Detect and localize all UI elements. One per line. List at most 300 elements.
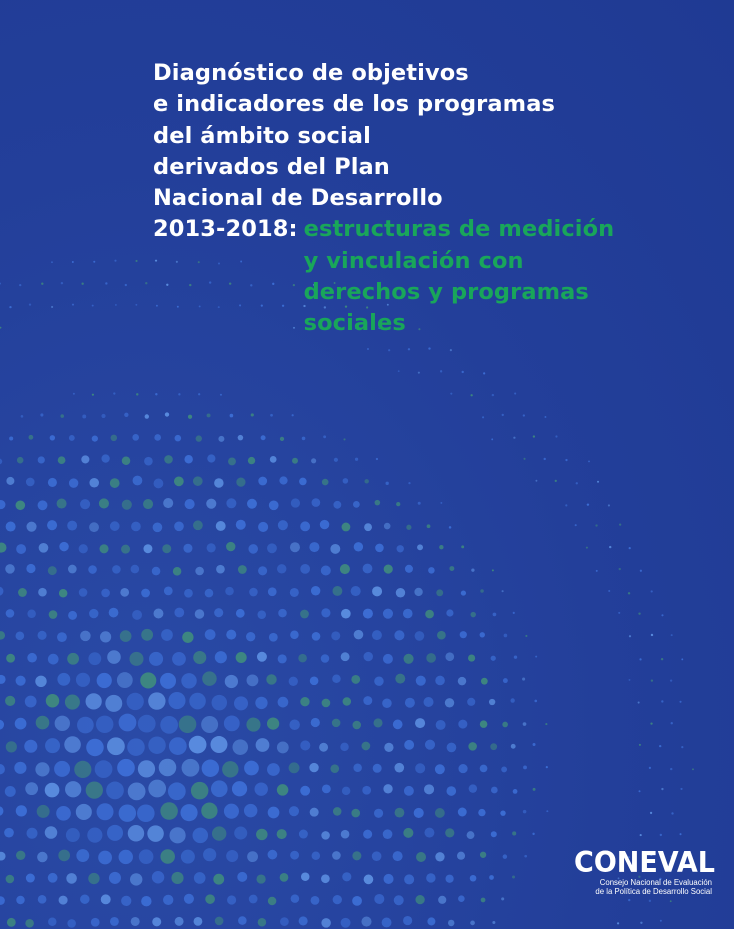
pattern-dot (504, 634, 508, 638)
pattern-dot (48, 873, 58, 883)
pattern-dot (236, 609, 245, 618)
pattern-dot (184, 589, 193, 598)
pattern-dot (470, 921, 475, 926)
pattern-dot (415, 763, 425, 773)
pattern-dot (502, 590, 504, 592)
pattern-dot (470, 612, 475, 617)
pattern-dot (503, 678, 508, 683)
pattern-dot (0, 675, 6, 684)
pattern-dot (300, 564, 310, 574)
pattern-dot (312, 498, 321, 507)
pattern-dot (468, 742, 477, 751)
pattern-dot (64, 736, 81, 753)
pattern-dot (290, 588, 299, 597)
pattern-dot (154, 434, 161, 441)
pattern-dot (215, 917, 224, 926)
pattern-dot (373, 718, 382, 727)
pattern-dot (395, 808, 405, 818)
pattern-dot (145, 414, 149, 418)
pattern-dot (216, 565, 225, 574)
pattern-dot (445, 875, 453, 883)
pattern-dot (388, 349, 390, 351)
pattern-dot (37, 805, 50, 818)
pattern-dot (174, 608, 184, 618)
pattern-dot (629, 635, 631, 637)
pattern-dot (458, 677, 466, 685)
pattern-dot (373, 764, 382, 773)
pattern-dot (523, 765, 527, 769)
pattern-dot (193, 520, 203, 530)
pattern-dot (446, 786, 456, 796)
pattern-dot (423, 697, 433, 707)
pattern-dot (375, 500, 381, 506)
pattern-dot (26, 564, 35, 573)
pattern-dot (212, 826, 226, 840)
pattern-dot (168, 782, 186, 800)
pattern-dot (132, 610, 142, 620)
pattern-dot (334, 458, 338, 462)
pattern-dot (257, 610, 266, 619)
pattern-dot (382, 699, 392, 709)
pattern-dot (364, 523, 372, 531)
pattern-dot (617, 922, 619, 924)
pattern-dot (425, 610, 434, 619)
pattern-dot (483, 372, 485, 374)
pattern-dot (439, 545, 443, 549)
pattern-dot (501, 897, 504, 900)
pattern-dot (184, 894, 194, 904)
pattern-dot (341, 609, 351, 619)
pattern-dot (112, 565, 121, 574)
pattern-dot (341, 830, 350, 839)
pattern-dot (435, 852, 444, 861)
pattern-dot (0, 459, 2, 465)
pattern-dot (491, 656, 496, 661)
pattern-dot (202, 760, 219, 777)
pattern-dot (164, 587, 173, 596)
pattern-dot (332, 675, 341, 684)
pattern-dot (36, 716, 50, 730)
pattern-dot (291, 498, 300, 507)
pattern-dot (340, 743, 349, 752)
pattern-dot (48, 566, 57, 575)
pattern-dot (382, 918, 392, 928)
pattern-dot (89, 609, 98, 618)
pattern-dot (81, 455, 89, 463)
pattern-dot (491, 831, 497, 837)
pattern-dot (169, 737, 187, 755)
pattern-dot (48, 654, 59, 665)
coneval-wordmark: CONEVAL (574, 846, 715, 880)
pattern-dot (207, 454, 215, 462)
pattern-dot (194, 917, 203, 926)
pattern-dot (513, 437, 515, 439)
pattern-dot (471, 568, 474, 571)
pattern-dot (300, 610, 309, 619)
pattern-dot (225, 587, 234, 596)
pattern-dot (311, 718, 320, 727)
pattern-dot (234, 696, 248, 710)
pattern-dot (27, 653, 37, 663)
pattern-dot (9, 306, 11, 308)
pattern-dot (95, 760, 113, 778)
pattern-dot (512, 876, 515, 879)
pattern-dot (26, 522, 36, 532)
pattern-dot (372, 586, 382, 596)
pattern-dot (65, 695, 80, 710)
pattern-dot (0, 720, 4, 730)
pattern-dot (292, 414, 294, 416)
pattern-dot (436, 589, 443, 596)
pattern-dot (514, 392, 516, 394)
pattern-dot (458, 808, 467, 817)
pattern-dot (25, 919, 34, 928)
pattern-dot (249, 588, 258, 597)
pattern-dot (491, 787, 498, 794)
pattern-dot (383, 829, 393, 839)
pattern-dot (38, 500, 48, 510)
pattern-dot (363, 696, 372, 705)
pattern-dot (0, 852, 6, 861)
pattern-dot (534, 700, 537, 703)
pattern-dot (649, 900, 651, 902)
pattern-dot (435, 676, 445, 686)
pattern-dot (131, 522, 141, 532)
pattern-dot (148, 780, 166, 798)
pattern-dot (502, 414, 504, 416)
pattern-dot (493, 613, 497, 617)
title-line-5: Nacional de Desarrollo (153, 185, 443, 212)
pattern-dot (532, 833, 534, 835)
pattern-dot (121, 896, 131, 906)
pattern-dot (131, 917, 140, 926)
pattern-dot (436, 720, 446, 730)
pattern-dot (194, 872, 206, 884)
pattern-dot (101, 414, 105, 418)
pattern-dot (59, 896, 68, 905)
pattern-dot (480, 589, 484, 593)
pattern-dot (162, 544, 171, 553)
pattern-dot (408, 482, 410, 484)
pattern-dot (45, 738, 60, 753)
pattern-dot (640, 834, 642, 836)
pattern-dot (651, 679, 653, 681)
pattern-dot (513, 789, 518, 794)
pattern-dot (98, 851, 112, 865)
pattern-dot (300, 786, 310, 796)
pattern-dot (398, 370, 400, 372)
pattern-dot (160, 849, 175, 864)
pattern-dot (489, 699, 495, 705)
pattern-dot (137, 804, 155, 822)
pattern-dot (38, 456, 45, 463)
pattern-dot (246, 718, 260, 732)
pattern-dot (289, 806, 299, 816)
pattern-dot (659, 745, 661, 747)
pattern-dot (4, 828, 14, 838)
pattern-dot (322, 699, 331, 708)
pattern-dot (372, 630, 382, 640)
pattern-dot (649, 767, 651, 769)
pattern-dot (384, 523, 391, 530)
pattern-dot (65, 781, 81, 797)
pattern-dot (67, 653, 79, 665)
pattern-dot (376, 458, 378, 460)
pattern-dot (107, 650, 121, 664)
pattern-dot (478, 809, 485, 816)
pattern-dot (5, 696, 15, 706)
pattern-dot (343, 697, 352, 706)
pattern-dot (280, 873, 289, 882)
subtitle-line-2: y vinculación con (303, 247, 524, 274)
pattern-dot (107, 737, 125, 755)
pattern-dot (72, 304, 74, 306)
pattern-dot (396, 588, 405, 597)
pattern-dot (160, 716, 178, 734)
pattern-dot (202, 671, 217, 686)
pattern-dot (427, 917, 435, 925)
pattern-dot (362, 742, 371, 751)
pattern-dot (448, 920, 454, 926)
pattern-dot (660, 834, 662, 836)
pattern-dot (267, 543, 277, 553)
pattern-dot (383, 609, 393, 619)
pattern-dot (16, 896, 25, 905)
pattern-dot (394, 763, 404, 773)
pattern-dot (435, 808, 445, 818)
pattern-dot (45, 826, 58, 839)
pattern-dot (661, 788, 663, 790)
pattern-dot (55, 716, 70, 731)
pattern-dot (133, 476, 143, 486)
pattern-dot (89, 478, 99, 488)
pattern-dot (639, 744, 641, 746)
pattern-dot (372, 851, 382, 861)
pattern-dot (523, 810, 527, 814)
pattern-dot (39, 543, 49, 553)
pattern-dot (523, 458, 525, 460)
pattern-dot (86, 739, 104, 757)
pattern-dot (69, 478, 78, 487)
pattern-dot (681, 658, 683, 660)
pattern-dot (367, 348, 369, 350)
pattern-dot (535, 656, 537, 658)
pattern-dot (403, 609, 413, 619)
pattern-dot (544, 416, 546, 418)
pattern-dot (302, 437, 306, 441)
pattern-dot (374, 809, 383, 818)
pattern-dot (322, 479, 329, 486)
pattern-dot (201, 803, 217, 819)
pattern-dot (404, 874, 414, 884)
pattern-dot (211, 780, 228, 797)
pattern-dot (66, 828, 80, 842)
pattern-dot (19, 284, 21, 286)
pattern-dot (671, 812, 673, 814)
pattern-dot (81, 283, 83, 285)
pattern-dot (440, 502, 442, 504)
pattern-dot (68, 565, 77, 574)
pattern-dot (16, 631, 25, 640)
pattern-dot (160, 802, 178, 820)
pattern-dot (129, 652, 143, 666)
pattern-dot (258, 522, 268, 532)
pattern-dot (546, 766, 548, 768)
pattern-dot (182, 759, 200, 777)
pattern-dot (257, 652, 267, 662)
pattern-dot (141, 629, 153, 641)
pattern-dot (195, 609, 205, 619)
pattern-dot (97, 803, 114, 820)
pattern-dot (248, 457, 255, 464)
pattern-dot (143, 544, 152, 553)
pattern-dot (445, 652, 454, 661)
pattern-dot (236, 478, 245, 487)
pattern-dot (565, 459, 567, 461)
pattern-dot (426, 873, 435, 882)
pattern-dot (149, 652, 163, 666)
pattern-dot (163, 895, 173, 905)
pattern-dot (236, 520, 246, 530)
pattern-dot (139, 849, 154, 864)
pattern-dot (415, 631, 425, 641)
pattern-dot (16, 500, 26, 510)
pattern-dot (131, 565, 140, 574)
pattern-dot (408, 348, 410, 350)
pattern-dot (428, 347, 430, 349)
pattern-dot (467, 698, 475, 706)
pattern-dot (172, 652, 186, 666)
pattern-dot (310, 808, 319, 817)
pattern-dot (0, 327, 1, 329)
report-title (153, 58, 673, 340)
pattern-dot (395, 674, 405, 684)
pattern-dot (47, 520, 57, 530)
pattern-dot (299, 916, 308, 925)
pattern-dot (670, 768, 672, 770)
pattern-dot (384, 565, 393, 574)
pattern-dot (300, 697, 309, 706)
pattern-dot (424, 828, 434, 838)
pattern-dot (249, 895, 258, 904)
pattern-dot (544, 458, 546, 460)
pattern-dot (480, 852, 486, 858)
pattern-dot (397, 545, 404, 552)
pattern-dot (214, 478, 223, 487)
pattern-dot (51, 306, 53, 308)
pattern-dot (280, 437, 284, 441)
pattern-dot (174, 521, 184, 531)
pattern-dot (414, 588, 422, 596)
pattern-dot (639, 658, 641, 660)
pattern-dot (244, 804, 257, 817)
pattern-dot (300, 521, 310, 531)
pattern-dot (56, 806, 71, 821)
pattern-dot (224, 804, 239, 819)
pattern-dot (289, 762, 300, 773)
pattern-dot (460, 631, 467, 638)
pattern-dot (445, 828, 454, 837)
pattern-dot (269, 633, 278, 642)
pattern-dot (140, 672, 156, 688)
pattern-dot (179, 715, 197, 733)
pattern-dot (258, 918, 267, 927)
pattern-dot (57, 673, 70, 686)
pattern-dot (120, 588, 129, 597)
pattern-dot (671, 722, 673, 724)
pattern-dot (321, 918, 331, 928)
pattern-dot (480, 765, 488, 773)
pattern-dot (415, 895, 424, 904)
pattern-dot (261, 435, 266, 440)
pattern-dot (449, 526, 452, 529)
pattern-dot (404, 740, 414, 750)
pattern-dot (290, 851, 299, 860)
pattern-dot (330, 764, 339, 773)
pattern-dot (230, 414, 234, 418)
pattern-dot (394, 630, 404, 640)
pattern-dot (278, 697, 289, 708)
pattern-dot (0, 543, 6, 553)
pattern-dot (99, 498, 109, 508)
pattern-dot (277, 784, 289, 796)
pattern-dot (66, 873, 77, 884)
pattern-dot (638, 612, 640, 614)
pattern-dot (268, 897, 277, 906)
pattern-dot (417, 544, 423, 550)
pattern-dot (60, 414, 64, 418)
pattern-dot (88, 652, 101, 665)
pattern-dot (205, 894, 215, 904)
pattern-dot (46, 694, 59, 707)
pattern-dot (393, 851, 403, 861)
pattern-dot (16, 544, 26, 554)
pattern-dot (333, 807, 342, 816)
pattern-dot (100, 631, 111, 642)
pattern-dot (418, 372, 420, 374)
pattern-dot (661, 614, 663, 616)
pattern-dot (353, 501, 360, 508)
pattern-dot (87, 828, 102, 843)
subtitle-line-1: estructuras de medición (303, 216, 615, 243)
pattern-dot (251, 413, 254, 416)
pattern-dot (353, 764, 362, 773)
pattern-dot (290, 542, 300, 552)
pattern-dot (135, 304, 137, 306)
pattern-dot (467, 831, 475, 839)
pattern-dot (608, 590, 610, 592)
pattern-dot (438, 896, 446, 904)
pattern-dot (361, 917, 371, 927)
pattern-dot (76, 849, 89, 862)
pattern-dot (403, 916, 412, 925)
pattern-dot (138, 760, 155, 777)
pattern-dot (173, 567, 182, 576)
pattern-dot (16, 676, 26, 686)
pattern-dot (6, 609, 15, 618)
pattern-dot (500, 810, 505, 815)
pattern-dot (191, 782, 209, 800)
pattern-dot (414, 808, 424, 818)
pattern-dot (41, 283, 43, 285)
pattern-dot (25, 696, 37, 708)
pattern-dot (522, 678, 525, 681)
pattern-dot (143, 499, 153, 509)
pattern-dot (458, 720, 467, 729)
pattern-dot (481, 678, 488, 685)
pattern-dot (6, 477, 14, 485)
pattern-dot (340, 564, 350, 574)
